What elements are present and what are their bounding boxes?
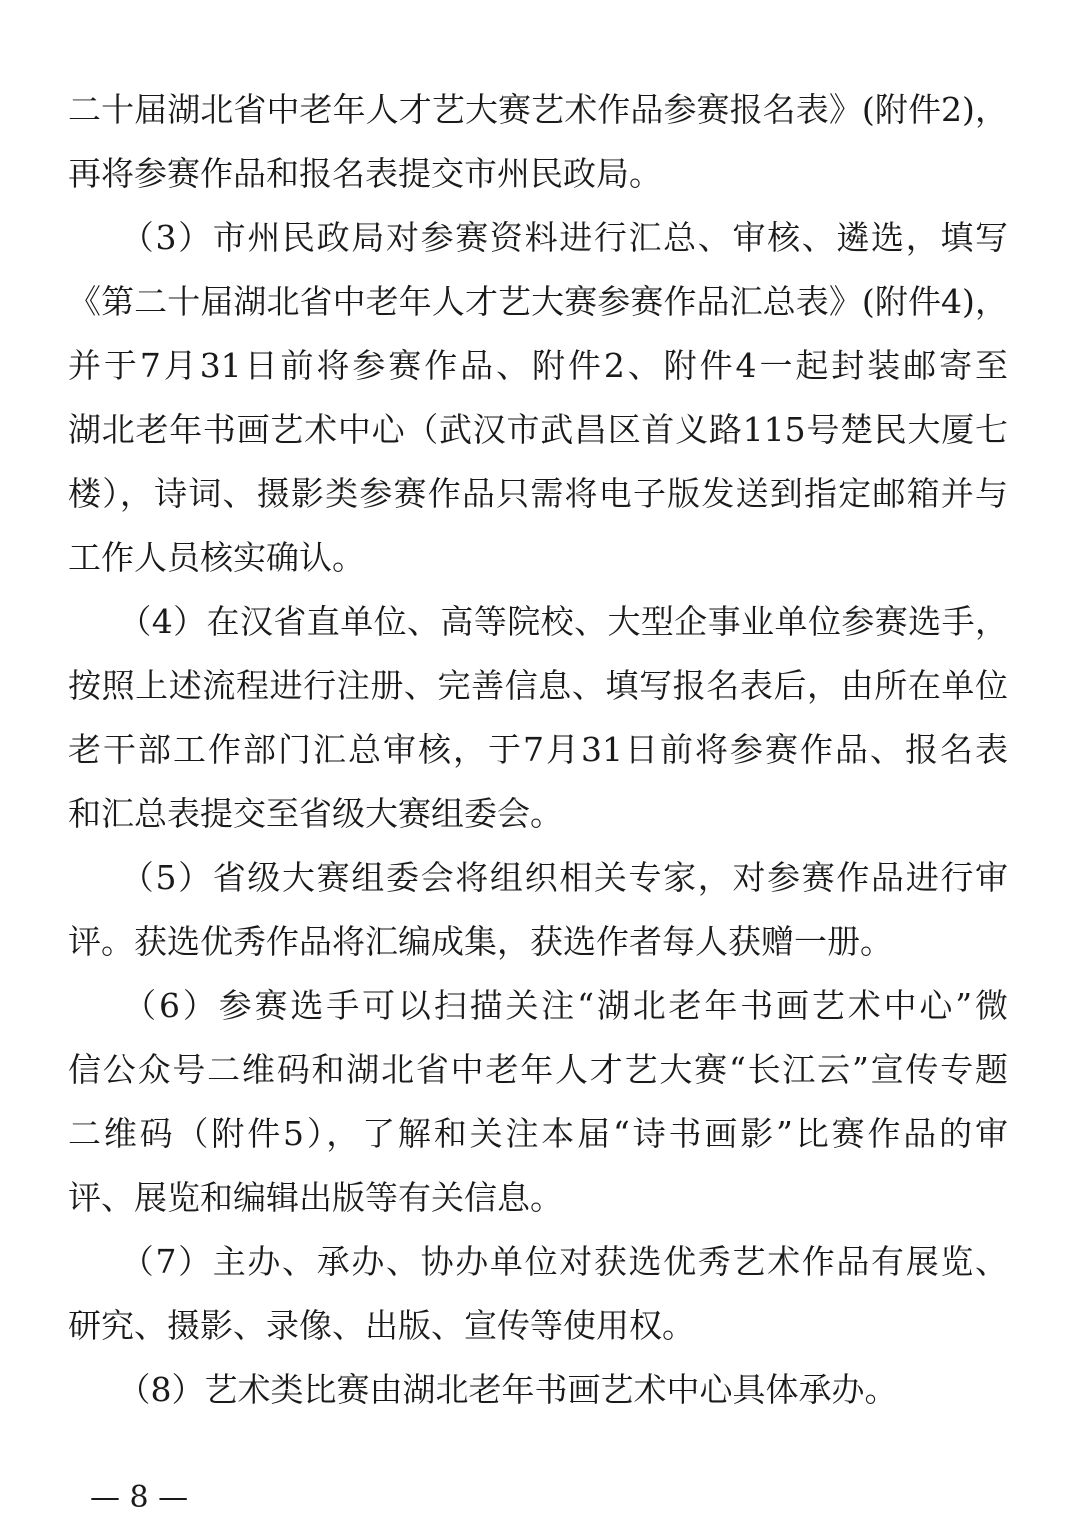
paragraph-5 xyxy=(68,974,1008,1230)
paragraph-line: 再将参赛作品和报名表提交市州民政局。 xyxy=(68,154,662,193)
paragraph-6 xyxy=(68,1230,1008,1358)
paragraph-line: 老干部工作部门汇总审核，于7月31日前将参赛作品、报名表 xyxy=(68,730,1008,769)
paragraph-line: 并于7月31日前将参赛作品、附件2、附件4一起封装邮寄至 xyxy=(68,346,1008,385)
paragraph-line: 楼），诗词、摄影类参赛作品只需将电子版发送到指定邮箱并与 xyxy=(68,474,1008,513)
paragraph-line: 湖北老年书画艺术中心（武汉市武昌区首义路115号楚民大厦七 xyxy=(68,410,1008,449)
paragraph-line: 评、展览和编辑出版等有关信息。 xyxy=(68,1178,563,1217)
paragraph-line: 评。获选优秀作品将汇编成集，获选作者每人获赠一册。 xyxy=(68,922,893,961)
page-number: — 8 — xyxy=(90,1480,189,1515)
paragraph-line: （7）主办、承办、协办单位对获选优秀艺术作品有展览、 xyxy=(68,1242,1008,1281)
paragraph-line: （6）参赛选手可以扫描关注“湖北老年书画艺术中心”微 xyxy=(68,986,1008,1025)
paragraph-line: 工作人员核实确认。 xyxy=(68,538,365,577)
paragraph-4 xyxy=(68,846,1008,974)
paragraph-3 xyxy=(68,590,1008,846)
paragraph-1 xyxy=(68,78,1008,206)
paragraph-line: 《第二十届湖北省中老年人才艺大赛参赛作品汇总表》(附件4)， xyxy=(68,282,1008,321)
paragraph-line: 二维码（附件5），了解和关注本届“诗书画影”比赛作品的审 xyxy=(68,1114,1008,1153)
paragraph-line: （3）市州民政局对参赛资料进行汇总、审核、遴选，填写 xyxy=(68,218,1008,257)
paragraph-line: 二十届湖北省中老年人才艺大赛艺术作品参赛报名表》(附件2)， xyxy=(68,90,1008,129)
document-body xyxy=(68,78,1008,1422)
paragraph-line: （4）在汉省直单位、高等院校、大型企事业单位参赛选手， xyxy=(68,602,1008,641)
paragraph-line: 和汇总表提交至省级大赛组委会。 xyxy=(68,794,563,833)
paragraph-line: （5）省级大赛组委会将组织相关专家，对参赛作品进行审 xyxy=(68,858,1008,897)
paragraph-2 xyxy=(68,206,1008,590)
paragraph-line: 按照上述流程进行注册、完善信息、填写报名表后，由所在单位 xyxy=(68,666,1008,705)
paragraph-line: 研究、摄影、录像、出版、宣传等使用权。 xyxy=(68,1306,695,1345)
paragraph-line: 信公众号二维码和湖北省中老年人才艺大赛“长江云”宣传专题 xyxy=(68,1050,1008,1089)
paragraph-7 xyxy=(68,1358,1008,1422)
paragraph-line: （8）艺术类比赛由湖北老年书画艺术中心具体承办。 xyxy=(68,1370,898,1409)
